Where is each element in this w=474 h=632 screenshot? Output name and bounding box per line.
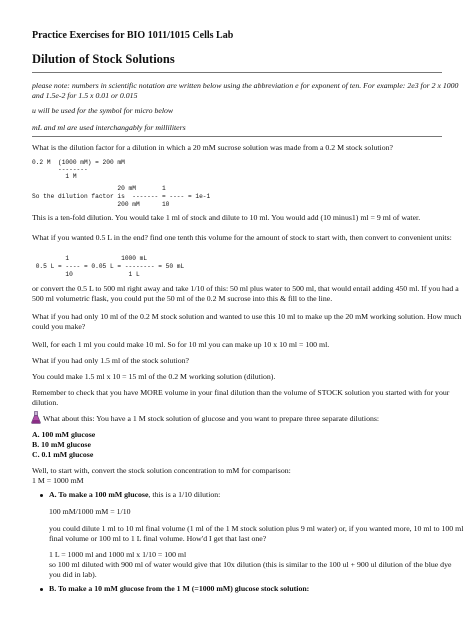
paragraph: or convert the 0.5 L to 500 ml right away and take 1/10 of this: 50 ml plus water to 500 ml, that would entail adding 450 ml. If you had a: [32, 284, 459, 293]
calculation-line: 10 1 L: [32, 271, 140, 278]
divider: [32, 136, 442, 137]
bullet-heading-bold: A. To make a 100 mM glucose: [49, 490, 149, 499]
bullet-heading-rest: , this is a 1/10 dilution:: [148, 490, 221, 499]
calculation-line: 1 1000 mL: [32, 255, 148, 262]
paragraph: What if you had only 10 ml of the 0.2 M stock solution and wanted to use this 10 ml to make up the 20 mM working solution. How much: [32, 312, 462, 321]
note-line: u will be used for the symbol for micro below: [32, 106, 174, 115]
page-title: Dilution of Stock Solutions: [32, 52, 175, 66]
divider: [32, 72, 442, 73]
paragraph: you could dilute 1 ml to 10 ml final volume (1 ml of the 1 M stock solution plus 9 ml water) or, if you wanted more, 10 ml to 100 ml: [49, 524, 464, 533]
question-text: What is the dilution factor for a dilution in which a 20 mM sucrose solution was made from a 0.2 M stock solution?: [32, 143, 393, 152]
flask-icon: [31, 411, 41, 424]
paragraph: final volume or 100 ml to 1 L final volume. How'd I get that last one?: [49, 534, 267, 543]
bullet-point: [40, 588, 43, 591]
note-line: and 1.5e-2 for 1.5 x 0.01 or 0.015: [32, 91, 138, 100]
paragraph: 1 L = 1000 ml and 1000 ml x 1/10 = 100 ml: [49, 550, 187, 559]
paragraph: Remember to check that you have MORE volume in your final dilution than the volume of STOCK solution you started with for your: [32, 388, 450, 397]
paragraph: This is a ten-fold dilution. You would take 1 ml of stock and dilute to 10 ml. You would add (10 minus1) ml = 9 ml of water.: [32, 213, 421, 222]
calculation-line: 20 mM 1: [32, 185, 166, 192]
paragraph: You could make 1.5 ml x 10 = 15 ml of the 0.2 M working solution (dilution).: [32, 372, 276, 381]
bullet-point: [40, 494, 43, 497]
note-line: please note: numbers in scientific notation are written below using the abbreviation e for exponent of ten. For example: 2e3 for 2 x 1000: [32, 81, 459, 90]
calculation-line: 200 mM 10: [32, 201, 170, 208]
note-line: mL and ml are used interchangably for milliliters: [32, 123, 186, 132]
bullet-heading: B. To make a 10 mM glucose from the 1 M (=1000 mM) glucose stock solution:: [49, 584, 310, 593]
dilution-option: B. 10 mM glucose: [32, 440, 91, 449]
paragraph: so 100 ml diluted with 900 ml of water would give that 10x dilution (this is similar to the 100 ul + 900 ul dilution of the blue dye: [49, 560, 452, 569]
calculation-line: 1 M: [32, 173, 77, 180]
paragraph: dilution.: [32, 398, 59, 407]
paragraph: Well, to start with, convert the stock solution concentration to mM for comparison:: [32, 466, 291, 475]
bullet-heading: [49, 490, 220, 501]
paragraph: 100 mM/1000 mM = 1/10: [49, 507, 131, 516]
paragraph: Well, for each 1 ml you could make 10 ml. So for 10 ml you can make up 10 x 10 ml = 100 ml.: [32, 340, 330, 349]
dilution-option: C. 0.1 mM glucose: [32, 450, 94, 459]
question-text: What about this: You have a 1 M stock solution of glucose and you want to prepare three separate dilutions:: [43, 414, 380, 423]
calculation-line: So the dilution factor is ------- = ---- = 1e-1: [32, 193, 211, 200]
course-heading: Practice Exercises for BIO 1011/1015 Cells Lab: [32, 30, 234, 41]
paragraph: could you make?: [32, 322, 86, 331]
calculation-line: --------: [32, 166, 88, 173]
paragraph: 500 ml volumetric flask, you could put the 50 ml of the 0.2 M sucrose into this & fill to the line.: [32, 294, 333, 303]
calculation-line: 0.5 L = ---- = 0.05 L = -------- = 50 mL: [32, 263, 185, 270]
paragraph: What if you had only 1.5 ml of the stock solution?: [32, 356, 189, 365]
paragraph: 1 M = 1000 mM: [32, 476, 84, 485]
paragraph: you did in lab).: [49, 570, 97, 579]
paragraph: What if you wanted 0.5 L in the end? find one tenth this volume for the amount of stock to start with, then convert to convenient units:: [32, 233, 452, 242]
calculation-line: 0.2 M (1000 mM) = 200 mM: [32, 159, 125, 166]
dilution-option: A. 100 mM glucose: [32, 430, 96, 439]
